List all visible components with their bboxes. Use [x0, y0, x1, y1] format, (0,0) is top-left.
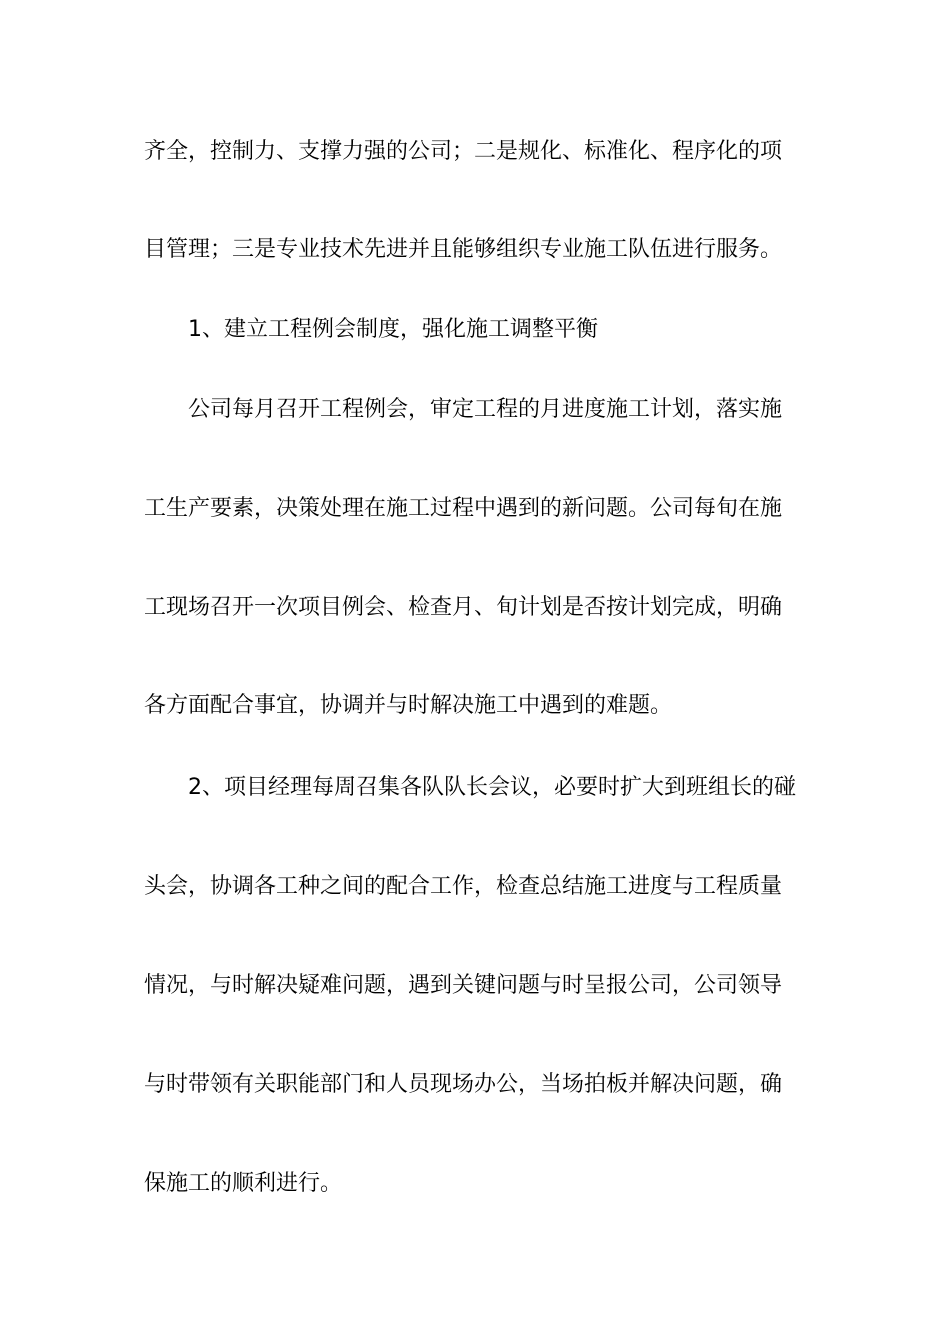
paragraph-line: 目管理；三是专业技术先进并且能够组织专业施工队伍进行服务。 [144, 237, 783, 262]
paragraph-line: 工生产要素，决策处理在施工过程中遇到的新问题。公司每旬在施 [144, 496, 783, 521]
paragraph-line: 与时带领有关职能部门和人员现场办公，当场拍板并解决问题，确 [144, 1072, 783, 1097]
section-heading: 1、建立工程例会制度，强化施工调整平衡 [188, 317, 598, 342]
paragraph-line: 各方面配合事宜，协调并与时解决施工中遇到的难题。 [144, 693, 673, 718]
section-heading: 2、项目经理每周召集各队队长会议，必要时扩大到班组长的碰 [188, 775, 796, 800]
paragraph-line: 保施工的顺利进行。 [144, 1171, 343, 1196]
paragraph-line: 情况，与时解决疑难问题，遇到关键问题与时呈报公司，公司领导 [144, 973, 783, 998]
paragraph-line: 头会，协调各工种之间的配合工作，检查总结施工进度与工程质量 [144, 874, 783, 899]
paragraph-line: 工现场召开一次项目例会、检查月、旬计划是否按计划完成，明确 [144, 595, 783, 620]
paragraph-line: 公司每月召开工程例会，审定工程的月进度施工计划，落实施 [188, 397, 783, 422]
paragraph-line: 齐全，控制力、支撑力强的公司；二是规化、标准化、程序化的项 [144, 139, 783, 164]
